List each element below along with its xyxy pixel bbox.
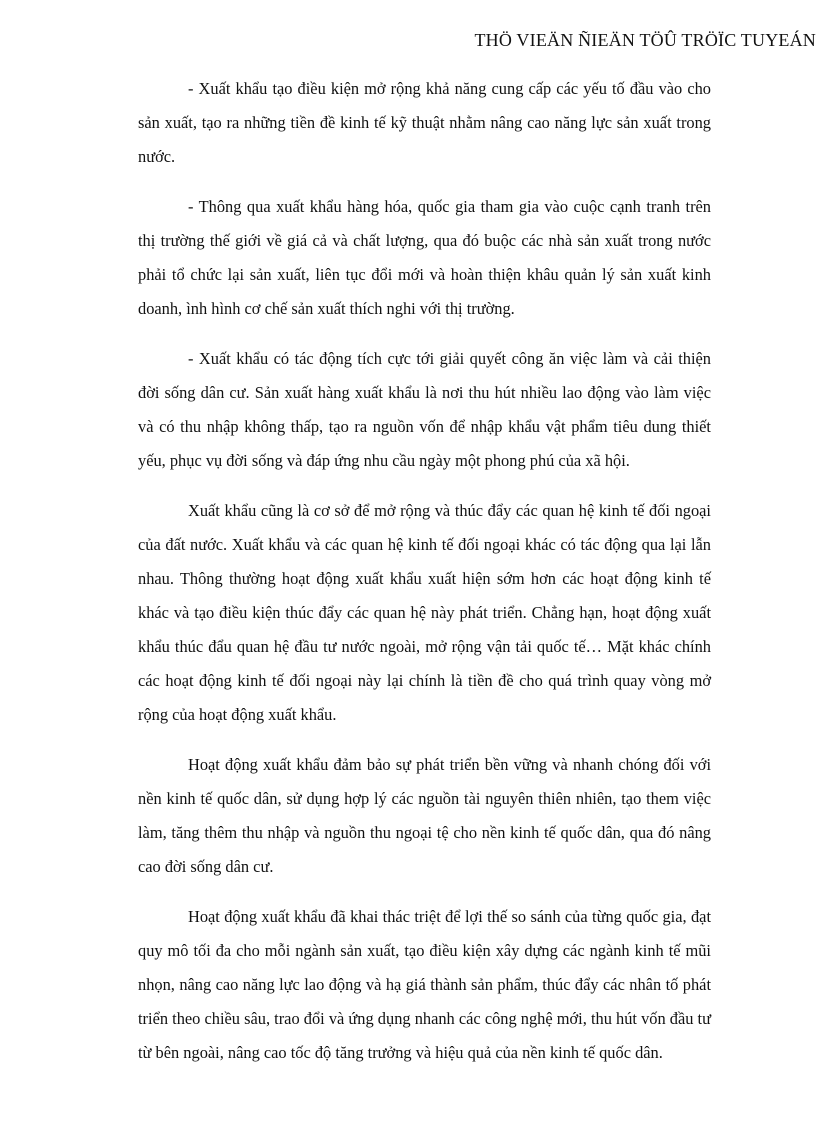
page-header-title: THÖ VIEÄN ÑIEÄN TÖÛ TRÖÏC TUYEÁN <box>474 30 816 50</box>
paragraph-competition: - Thông qua xuất khẩu hàng hóa, quốc gia tham gia vào cuộc cạnh tranh trên thị trường thế giới về giá cả và chất lượng, qua đó buộc các nhà sản xuất trong nước phải tổ chức lại sản xuất, liên tục đổi mới và hoàn thiện khâu quản lý sản xuất kinh doanh, ình hình cơ chế sản xuất thích nghi với thị trường. <box>138 197 711 318</box>
paragraph-employment: - Xuất khẩu có tác động tích cực tới giải quyết công ăn việc làm và cải thiện đời sống dân cư. Sản xuất hàng xuất khẩu là nơi thu hút nhiều lao động vào làm việc và có thu nhập không thấp, tạo ra nguồn vốn để nhập khẩu vật phẩm tiêu dung thiết yếu, phục vụ đời sống và đáp ứng nhu cầu ngày một phong phú của xã hội. <box>138 349 711 470</box>
paragraph-sustainable-development: Hoạt động xuất khẩu đảm bảo sự phát triển bền vững và nhanh chóng đối với nền kinh tế quốc dân, sử dụng hợp lý các nguồn tài nguyên thiên nhiên, tạo them việc làm, tăng thêm thu nhập và nguồn thu ngoại tệ cho nền kinh tế quốc dân, qua đó nâng cao đời sống dân cư. <box>138 755 711 876</box>
paragraph-comparative-advantage: Hoạt động xuất khẩu đã khai thác triệt để lợi thế so sánh của từng quốc gia, đạt quy mô tối đa cho mỗi ngành sản xuất, tạo điều kiện xây dựng các ngành kinh tế mũi nhọn, nâng cao năng lực lao động và hạ giá thành sản phẩm, thúc đẩy các nhân tố phát triển theo chiều sâu, trao đổi và ứng dụng nhanh các công nghệ mới, thu hút vốn đầu tư từ bên ngoài, nâng cao tốc độ tăng trưởng và hiệu quả của nền kinh tế quốc dân. <box>138 907 711 1062</box>
paragraph-input-expansion: - Xuất khẩu tạo điều kiện mở rộng khả năng cung cấp các yếu tố đầu vào cho sản xuất, tạo ra những tiền đề kinh tế kỹ thuật nhằm nâng cao năng lực sản xuất trong nước. <box>138 79 711 166</box>
paragraph-foreign-relations: Xuất khẩu cũng là cơ sở để mở rộng và thúc đẩy các quan hệ kinh tế đối ngoại của đất nước. Xuất khẩu và các quan hệ kinh tế đối ngoại khác có tác động qua lại lẫn nhau. Thông thường hoạt động xuất khẩu xuất hiện sớm hơn các hoạt động kinh tế khác và tạo điều kiện thúc đẩy các quan hệ này phát triển. Chẳng hạn, hoạt động xuất khẩu thúc đẩu quan hệ đầu tư nước ngoài, mở rộng vận tải quốc tế… Mặt khác chính các hoạt động kinh tế đối ngoại này lại chính là tiền đề cho quá trình quay vòng mở rộng của hoạt động xuất khẩu. <box>138 501 711 724</box>
document-body <box>138 72 711 1086</box>
